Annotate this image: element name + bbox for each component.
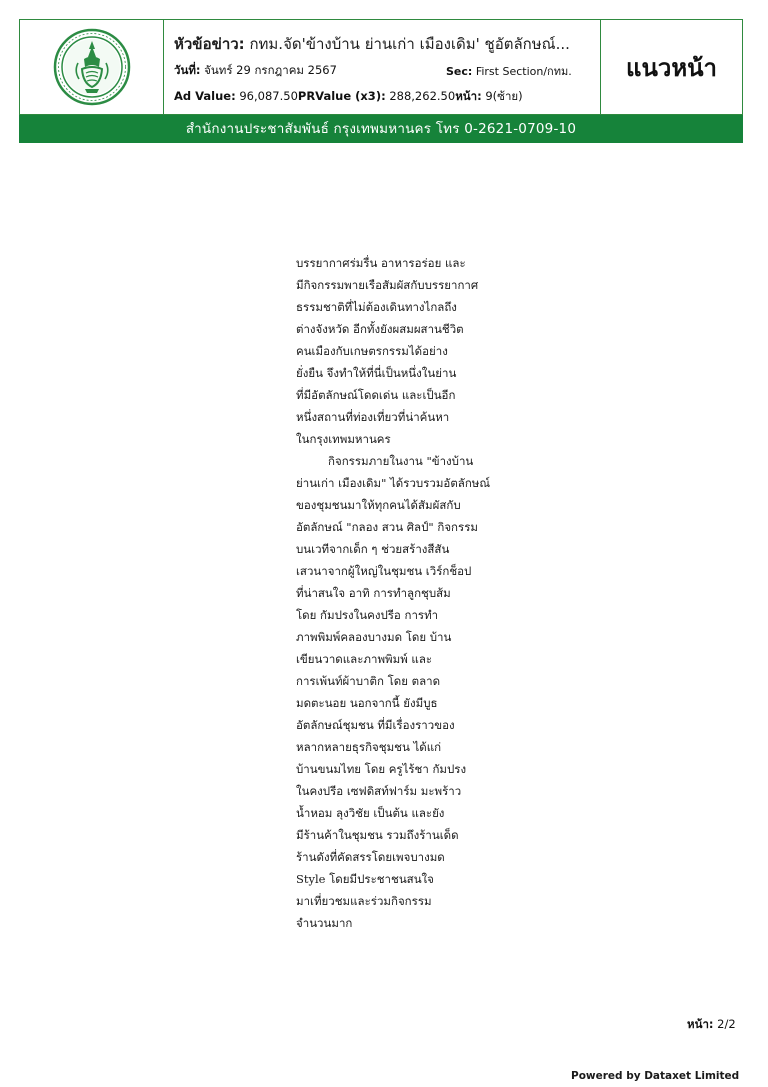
clipping-info xyxy=(164,20,601,114)
page-label: หน้า: xyxy=(455,89,482,103)
article-line: ในกรุงเทพมหานคร xyxy=(296,432,391,446)
sec-label: Sec: xyxy=(446,65,473,78)
clipping-header xyxy=(19,19,743,145)
article-line: จำนวนมาก xyxy=(296,916,353,930)
value-row xyxy=(174,88,523,106)
contact-banner: สำนักงานประชาสัมพันธ์ กรุงเทพมหานคร โทร 0-2621-0709-10 xyxy=(19,115,743,143)
article-line: หนึ่งสถานที่ท่องเที่ยวที่น่าค้นหา xyxy=(296,410,450,424)
article-line: เสวนาจากผู้ใหญ่ในชุมชน เวิร์กช็อป xyxy=(296,564,472,578)
page-number-label: หน้า: xyxy=(687,1017,714,1031)
section-row xyxy=(446,62,572,80)
article-line: ต่างจังหวัด อีกทั้งยังผสมผสานชีวิต xyxy=(296,322,464,336)
article-line: อัตลักษณ์ชุมชน ที่มีเรื่องราวของ xyxy=(296,718,455,732)
header-box xyxy=(19,19,743,115)
article-line: ที่มีอัตลักษณ์โดดเด่น และเป็นอีก xyxy=(296,388,456,402)
ad-value-label: Ad Value: xyxy=(174,89,236,103)
article-line: ยั่งยืน จึงทำให้ที่นี่เป็นหนึ่งในย่าน xyxy=(296,366,457,380)
pr-value: 288,262.50 xyxy=(389,89,456,103)
article-line: การเพ้นท์ผ้าบาติก โดย ตลาด xyxy=(296,674,441,688)
article-line: ย่านเก่า เมืองเดิม" ได้รวบรวมอัตลักษณ์ xyxy=(296,476,491,490)
sec-value: First Section/กทม. xyxy=(475,65,572,78)
headline-row xyxy=(174,32,570,56)
article-line: ในคงปรีอ เซฟดิสท์ฟาร์ม มะพร้าว xyxy=(296,784,462,798)
headline-text: กทม.จัด'ข้างบ้าน ย่านเก่า เมืองเดิม' ชูอัตลักษณ์... xyxy=(249,35,570,53)
pr-value-label: PRValue (x3): xyxy=(297,89,386,103)
article-line: Style โดยมีประชาชนสนใจ xyxy=(296,872,434,886)
article-line: อัตลักษณ์ "กลอง สวน ศิลป์" กิจกรรม xyxy=(296,520,478,534)
article-line: บนเวทีจากเด็ก ๆ ช่วยสร้างสีสัน xyxy=(296,542,450,556)
article-line: บ้านขนมไทย โดย ครูไร้ชา กัมปรง xyxy=(296,762,467,776)
article-line: บรรยากาศร่มรื่น อาหารอร่อย และ xyxy=(296,256,466,270)
date-value: จันทร์ 29 กรกฎาคม 2567 xyxy=(204,63,337,77)
article-line: มีกิจกรรมพายเรือสัมผัสกับบรรยากาศ xyxy=(296,278,479,292)
article-line: ร้านดังที่คัดสรรโดยเพจบางมด xyxy=(296,850,445,864)
article-line: กิจกรรมภายในงาน "ข้างบ้าน xyxy=(328,454,474,468)
article-line: หลากหลายธุรกิจชุมชน ได้แก่ xyxy=(296,740,442,754)
article-line: ของชุมชนมาให้ทุกคนได้สัมผัสกับ xyxy=(296,498,461,512)
bangkok-seal-icon xyxy=(52,27,132,107)
article-line: มดตะนอย นอกจากนี้ ยังมีบูธ xyxy=(296,696,438,710)
page-number xyxy=(687,1016,736,1034)
logo-cell xyxy=(20,20,164,114)
date-label: วันที่: xyxy=(174,63,201,77)
ad-value: 96,087.50 xyxy=(239,89,298,103)
article-body xyxy=(296,252,492,934)
powered-by: Powered by Dataxet Limited xyxy=(571,1070,740,1082)
article-line: มีร้านค้าในชุมชน รวมถึงร้านเด็ด xyxy=(296,828,459,842)
article-line: ที่น่าสนใจ อาทิ การทำลูกชุบส้ม xyxy=(296,586,451,600)
article-line: ภาพพิมพ์คลองบางมด โดย บ้าน xyxy=(296,630,452,644)
newspaper-name: แนวหน้า xyxy=(625,53,718,82)
article-line: มาเที่ยวชมและร่วมกิจกรรม xyxy=(296,894,432,908)
page-number-value: 2/2 xyxy=(717,1017,736,1031)
article-line: เขียนวาดและภาพพิมพ์ และ xyxy=(296,652,433,666)
page-value: 9(ซ้าย) xyxy=(485,89,523,103)
article-line: น้ำหอม ลุงวิชัย เป็นต้น และยัง xyxy=(296,806,445,820)
article-line: ธรรมชาติที่ไม่ต้องเดินทางไกลถึง xyxy=(296,300,457,314)
date-row xyxy=(174,62,337,80)
article-line: คนเมืองกับเกษตรกรรมได้อย่าง xyxy=(296,344,448,358)
headline-label: หัวข้อข่าว: xyxy=(174,35,245,53)
article-line: โดย กัมปรงในคงปรีอ การทำ xyxy=(296,608,439,622)
